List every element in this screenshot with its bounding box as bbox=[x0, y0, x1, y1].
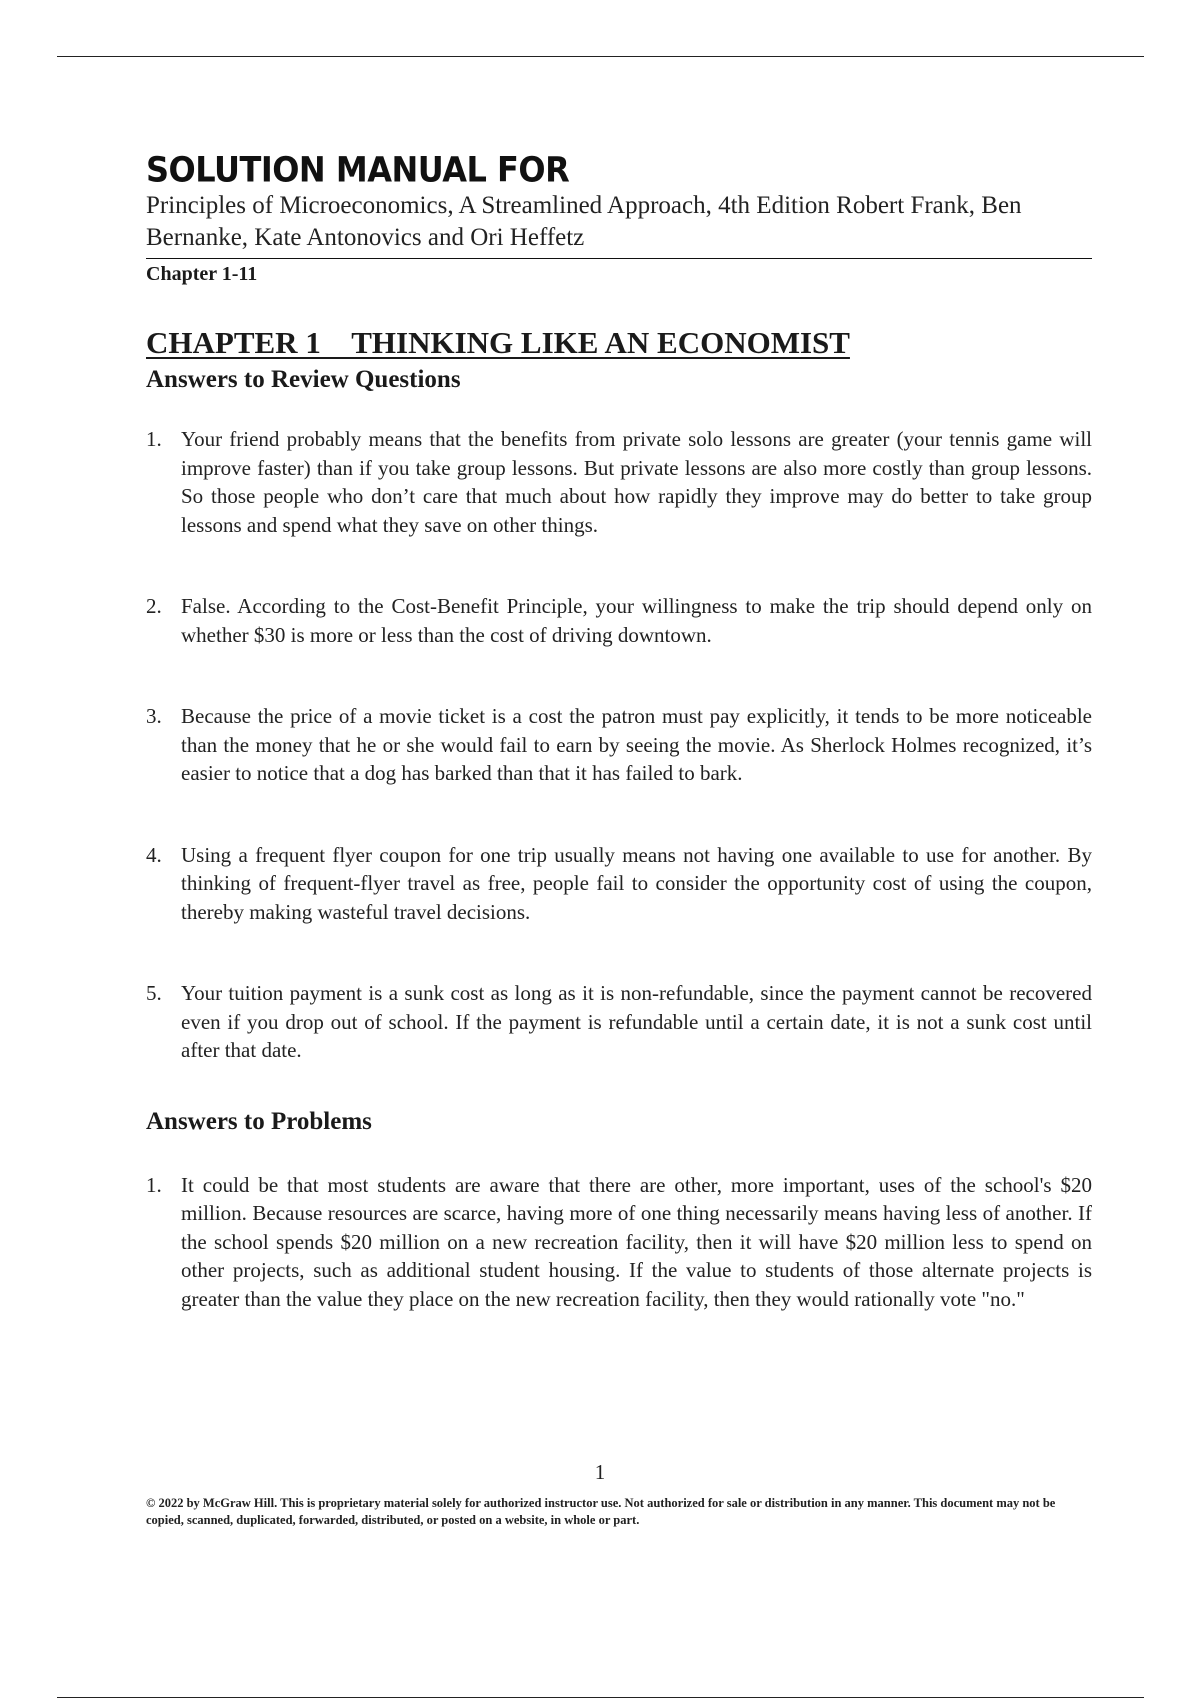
review-questions-heading: Answers to Review Questions bbox=[146, 366, 461, 393]
manual-title: SOLUTION MANUAL FOR bbox=[146, 148, 570, 190]
copyright-notice: © 2022 by McGraw Hill. This is proprietary material solely for authorized instructor use. Not authorized for sale or distribution in any manner. This document may not be copied, scanned, duplicated, forwarded, distributed, or posted on a website, in whole or part. bbox=[146, 1496, 1056, 1527]
review-answer-item bbox=[146, 702, 1092, 788]
review-answers-list bbox=[146, 425, 1092, 1065]
document-page bbox=[146, 150, 1092, 1313]
item-text: Because the price of a movie ticket is a cost the patron must pay explicitly, it tends to be more noticeable than the money that he or she would fail to earn by seeing the movie. As Sherlock Holmes recognized, it’s easier to notice that a dog has barked than that it has failed to bark. bbox=[181, 704, 1092, 785]
book-subtitle: Principles of Microeconomics, A Streamlined Approach, 4th Edition Robert Frank, Ben Bernanke, Kate Antonovics and Ori Heffetz bbox=[146, 192, 1022, 251]
chapter-range: Chapter 1-11 bbox=[146, 263, 258, 285]
item-text: False. According to the Cost-Benefit Principle, your willingness to make the trip should depend only on whether $30 is more or less than the cost of driving downtown. bbox=[181, 594, 1092, 647]
item-number: 4. bbox=[146, 842, 162, 867]
page-number: 1 bbox=[594, 1460, 606, 1484]
top-divider bbox=[57, 56, 1144, 57]
review-answer-item bbox=[146, 592, 1092, 649]
item-number: 2. bbox=[146, 594, 162, 618]
item-text: Using a frequent flyer coupon for one trip usually means not having one available to use for another. By thinking of frequent-flyer travel as free, people fail to consider the opportunity cost of using the coupon, thereby making wasteful travel decisions. bbox=[181, 842, 1092, 924]
item-number: 1. bbox=[146, 1172, 162, 1197]
review-answer-item bbox=[146, 425, 1092, 539]
subtitle-divider bbox=[146, 258, 1092, 259]
item-text: Your friend probably means that the benefits from private solo lessons are greater (your tennis game will improve faster) than if you take group lessons. But private lessons are also more costly than group lessons. So those people who don’t care that much about how rapidly they improve may do better to take group lessons and spend what they save on other things. bbox=[181, 427, 1092, 537]
item-text: It could be that most students are aware that there are other, more important, uses of the school's $20 million. Because resources are scarce, having more of one thing necessarily means having less of another. If the school spends $20 million on a new recreation facility, then it will have $20 million less to spend on other projects, such as additional student housing. If the value to students of those alternate projects is greater than the value they place on the new recreation facility, then they would rationally vote "no." bbox=[181, 1172, 1092, 1311]
review-answer-item bbox=[146, 841, 1092, 927]
problem-answer-item bbox=[146, 1171, 1092, 1314]
item-number: 5. bbox=[146, 981, 162, 1005]
review-answer-item bbox=[146, 979, 1092, 1065]
item-number: 1. bbox=[146, 427, 162, 451]
problems-heading: Answers to Problems bbox=[146, 1107, 372, 1135]
item-text: Your tuition payment is a sunk cost as long as it is non-refundable, since the payment cannot be recovered even if you drop out of school. If the payment is refundable until a certain date, it is not a sunk cost until after that date. bbox=[181, 981, 1092, 1062]
bottom-divider bbox=[57, 1697, 1144, 1698]
problem-answers-list bbox=[146, 1171, 1092, 1314]
chapter-heading: CHAPTER 1 THINKING LIKE AN ECONOMIST bbox=[146, 325, 850, 360]
item-number: 3. bbox=[146, 704, 162, 728]
